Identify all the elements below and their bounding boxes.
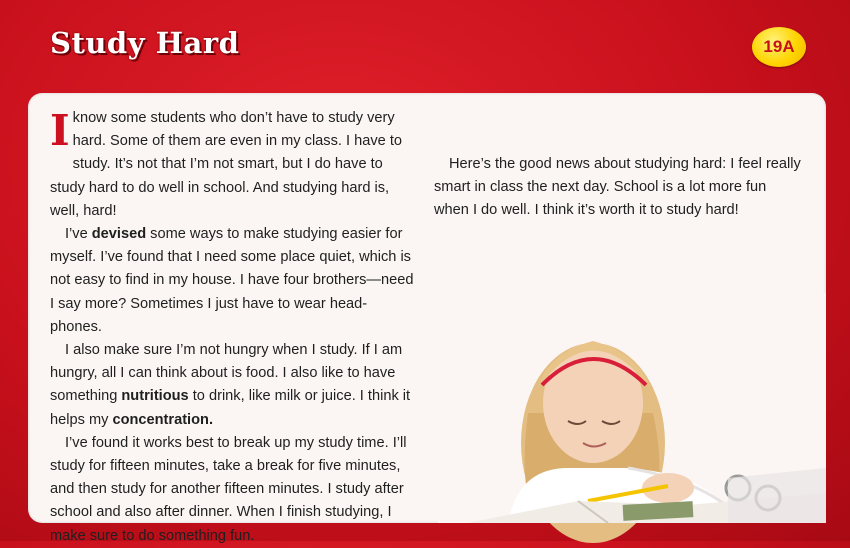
- paragraph-2-text-a: I’ve: [65, 226, 92, 243]
- paragraph-1: [50, 107, 418, 223]
- girl-studying-photo: [438, 293, 826, 523]
- paragraph-3: [50, 339, 418, 432]
- vocab-devised: devised: [91, 226, 147, 243]
- text-column-right: [434, 107, 804, 223]
- drop-cap: I: [50, 106, 70, 155]
- paragraph-5: Here’s the good news about studying hard: I feel really smart in class the next day. School is a lot more fun when I do well. I think it’s worth it to study hard!: [434, 156, 801, 219]
- vocab-concentration: concentration.: [112, 411, 213, 428]
- paragraph-2-text-c: some ways to make studying easier for myself. I’ve found that I need some place quiet, which is not easy to find in my house. I have four brothers—need I say more? Sometimes I just have to wear head-phones.: [50, 226, 414, 335]
- lesson-number-badge: 19A: [752, 27, 806, 67]
- paragraph-2: [50, 223, 418, 339]
- paragraph-4: I’ve found it works best to break up my study time. I’ll study for fifteen minutes, take a break for five minutes, and then study for another fifteen minutes. I study after school and also after dinner. When I finish studying, I make sure to do something fun.: [50, 434, 407, 544]
- paragraph-3-text-c: to drink, like milk or juice. I think it helps my: [50, 388, 411, 428]
- reading-panel: [28, 93, 826, 544]
- page-title: Study Hard: [50, 26, 240, 60]
- vocab-nutritious: nutritious: [121, 388, 189, 405]
- paragraph-3-text-a: I also make sure I’m not hungry when I study. If I am hungry, all I can think about is food. I also like to have something: [50, 342, 403, 405]
- paragraph-1-text: know some students who don’t have to study very hard. Some of them are even in my class. I have to study. It’s not that I’m not smart, but I do have to study hard to do well in school. And studying hard is, well, hard!: [50, 110, 402, 219]
- text-column-left: [50, 106, 418, 544]
